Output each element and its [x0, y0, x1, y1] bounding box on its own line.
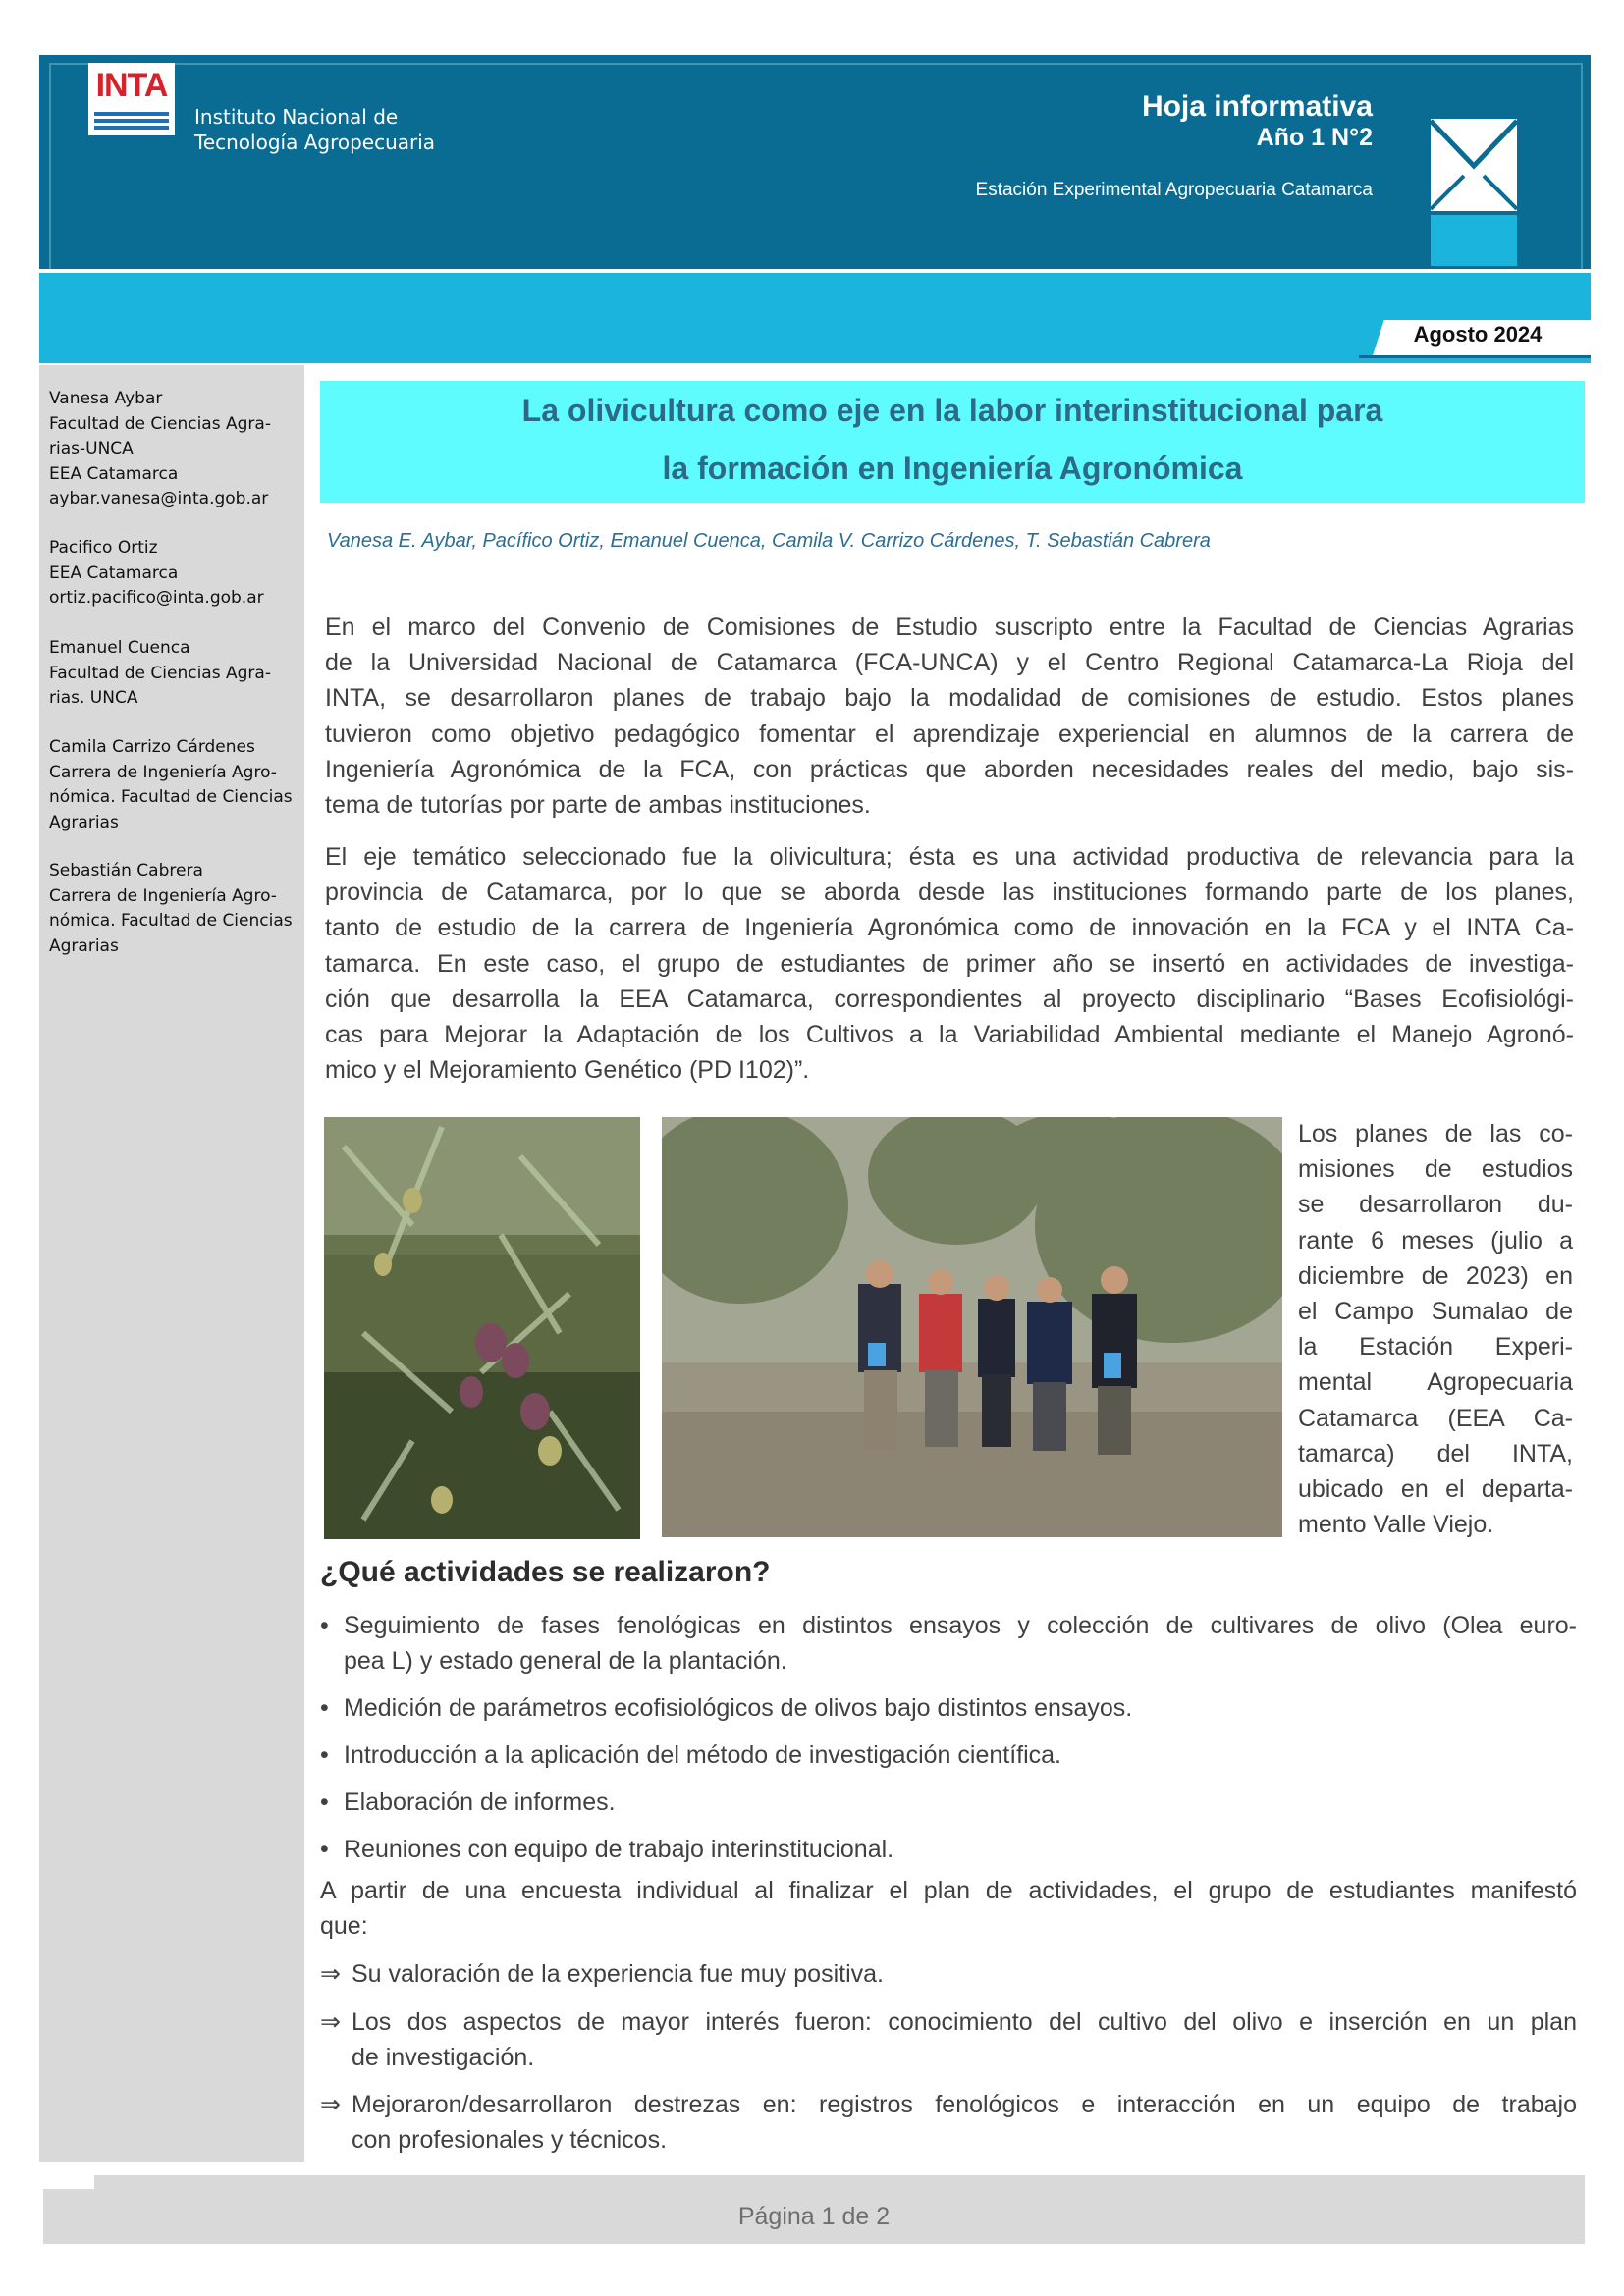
page-number: Página 1 de 2	[737, 2203, 891, 2230]
arrow-icon: ⇒	[320, 2091, 341, 2118]
logo-stripe	[94, 119, 169, 123]
logo-stripe	[94, 112, 169, 116]
article-title-box	[320, 381, 1585, 503]
activities-heading: ¿Qué actividades se realizaron?	[320, 1556, 771, 1588]
sub-banner	[39, 273, 1591, 363]
doc-title: Hoja informativa	[1141, 90, 1373, 123]
arrow-icon: ⇒	[320, 2008, 341, 2036]
bullet-icon: •	[320, 1789, 329, 1816]
olive-branch-photo	[324, 1117, 640, 1539]
envelope-icon	[1429, 119, 1519, 266]
bullet-icon: •	[320, 1836, 329, 1863]
article-authors: Vanesa E. Aybar, Pacífico Ortiz, Emanuel Cuenca, Camila V. Carrizo Cárdenes, T. Sebastián Cabrera	[327, 530, 1211, 552]
institute-name: Instituto Nacional de Tecnología Agropecuaria	[194, 105, 436, 154]
footer-bar	[43, 2189, 1585, 2244]
footer-bar-top	[94, 2175, 1585, 2189]
sidebar-author: Sebastián Cabrera Carrera de Ingeniería Agro- nómica. Facultad de Ciencias Agrarias	[49, 861, 293, 956]
paragraph-2: El eje temático seleccionado fue la olivicultura; ésta es una actividad productiva de relevancia para la provincia de Catamarca, por lo que se aborda desde las instituciones formando parte de los planes, tanto de estudio de la carrera de Ingeniería Agronómica como de innovación en la FCA y el INTA Ca- tamarca. En este caso, el grupo de estudiantes de primer año se insertó en actividades de investiga- ción que desarrolla la EEA Catamarca, correspondientes al proyecto disciplinario “Bases Ecofisiológi- cas para Mejorar la Adaptación de los Cultivos a la Variabilidad Ambiental mediante el Manejo Agronó- mico y el Mejoramiento Genético (PD I102)”.	[325, 843, 1574, 1085]
inta-logo-text: INTA	[95, 67, 168, 104]
bullet-icon: •	[320, 1741, 329, 1769]
sidebar-author: Vanesa Aybar Facultad de Ciencias Agra- rias-UNCA EEA Catamarca aybar.vanesa@inta.gob.ar	[49, 387, 306, 512]
bullet-icon: •	[320, 1612, 329, 1639]
header-banner	[39, 55, 1591, 269]
issue-number: Año 1 N°2	[1256, 124, 1373, 151]
bullet-icon: •	[320, 1694, 329, 1722]
students-group-photo	[662, 1117, 1282, 1537]
author-email[interactable]: ortiz.pacifico@inta.gob.ar	[49, 588, 264, 608]
author-email[interactable]: aybar.vanesa@inta.gob.ar	[49, 489, 269, 508]
sidebar-author: Pacifico Ortiz EEA Catamarca ortiz.pacifico@inta.gob.ar	[49, 536, 306, 612]
article-title: La olivicultura como eje en la labor interinstitucional para	[521, 393, 1383, 428]
arrow-icon: ⇒	[320, 1960, 341, 1988]
sidebar-author: Camila Carrizo Cárdenes Carrera de Ingeniería Agro- nómica. Facultad de Ciencias Agrarias	[49, 737, 293, 832]
paragraph-1: En el marco del Convenio de Comisiones de Estudio suscripto entre la Facultad de Ciencias Agrarias de la Universidad Nacional de Catamarca (FCA-UNCA) y el Centro Regional Catamarca-La Rioja del INTA, se desarrollaron planes de trabajo bajo la modalidad de comisiones de estudio. Estos planes tuvieron como objetivo pedagógico fomentar el aprendizaje experiencial en alumnos de la carrera de Ingeniería Agronómica de la FCA, con prácticas que aborden necesidades reales del medio, bajo sis- tema de tutorías por parte de ambas instituciones.	[325, 614, 1574, 819]
survey-intro: A partir de una encuesta individual al finalizar el plan de actividades, el grupo de estudiantes manifestó que:	[320, 1877, 1577, 1941]
date-underline	[1359, 355, 1591, 358]
logo-stripe	[94, 126, 169, 130]
issue-date: Agosto 2024	[1413, 322, 1543, 347]
inta-logo	[88, 63, 175, 135]
article-title: la formación en Ingeniería Agronómica	[662, 451, 1243, 486]
side-paragraph: Los planes de las co- misiones de estudios se desarrollaron du- rante 6 meses (julio a diciembre de 2023) en el Campo Sumalao de la Estación Experi- mental Agropecuaria Catamarca (EEA Ca- tamarca) del INTA, ubicado en el departa- mento Valle Viejo.	[1298, 1120, 1573, 1539]
station-name: Estación Experimental Agropecuaria Catamarca	[975, 180, 1373, 200]
sidebar	[39, 365, 304, 2162]
sidebar-author: Emanuel Cuenca Facultad de Ciencias Agra- rias. UNCA	[49, 638, 271, 708]
